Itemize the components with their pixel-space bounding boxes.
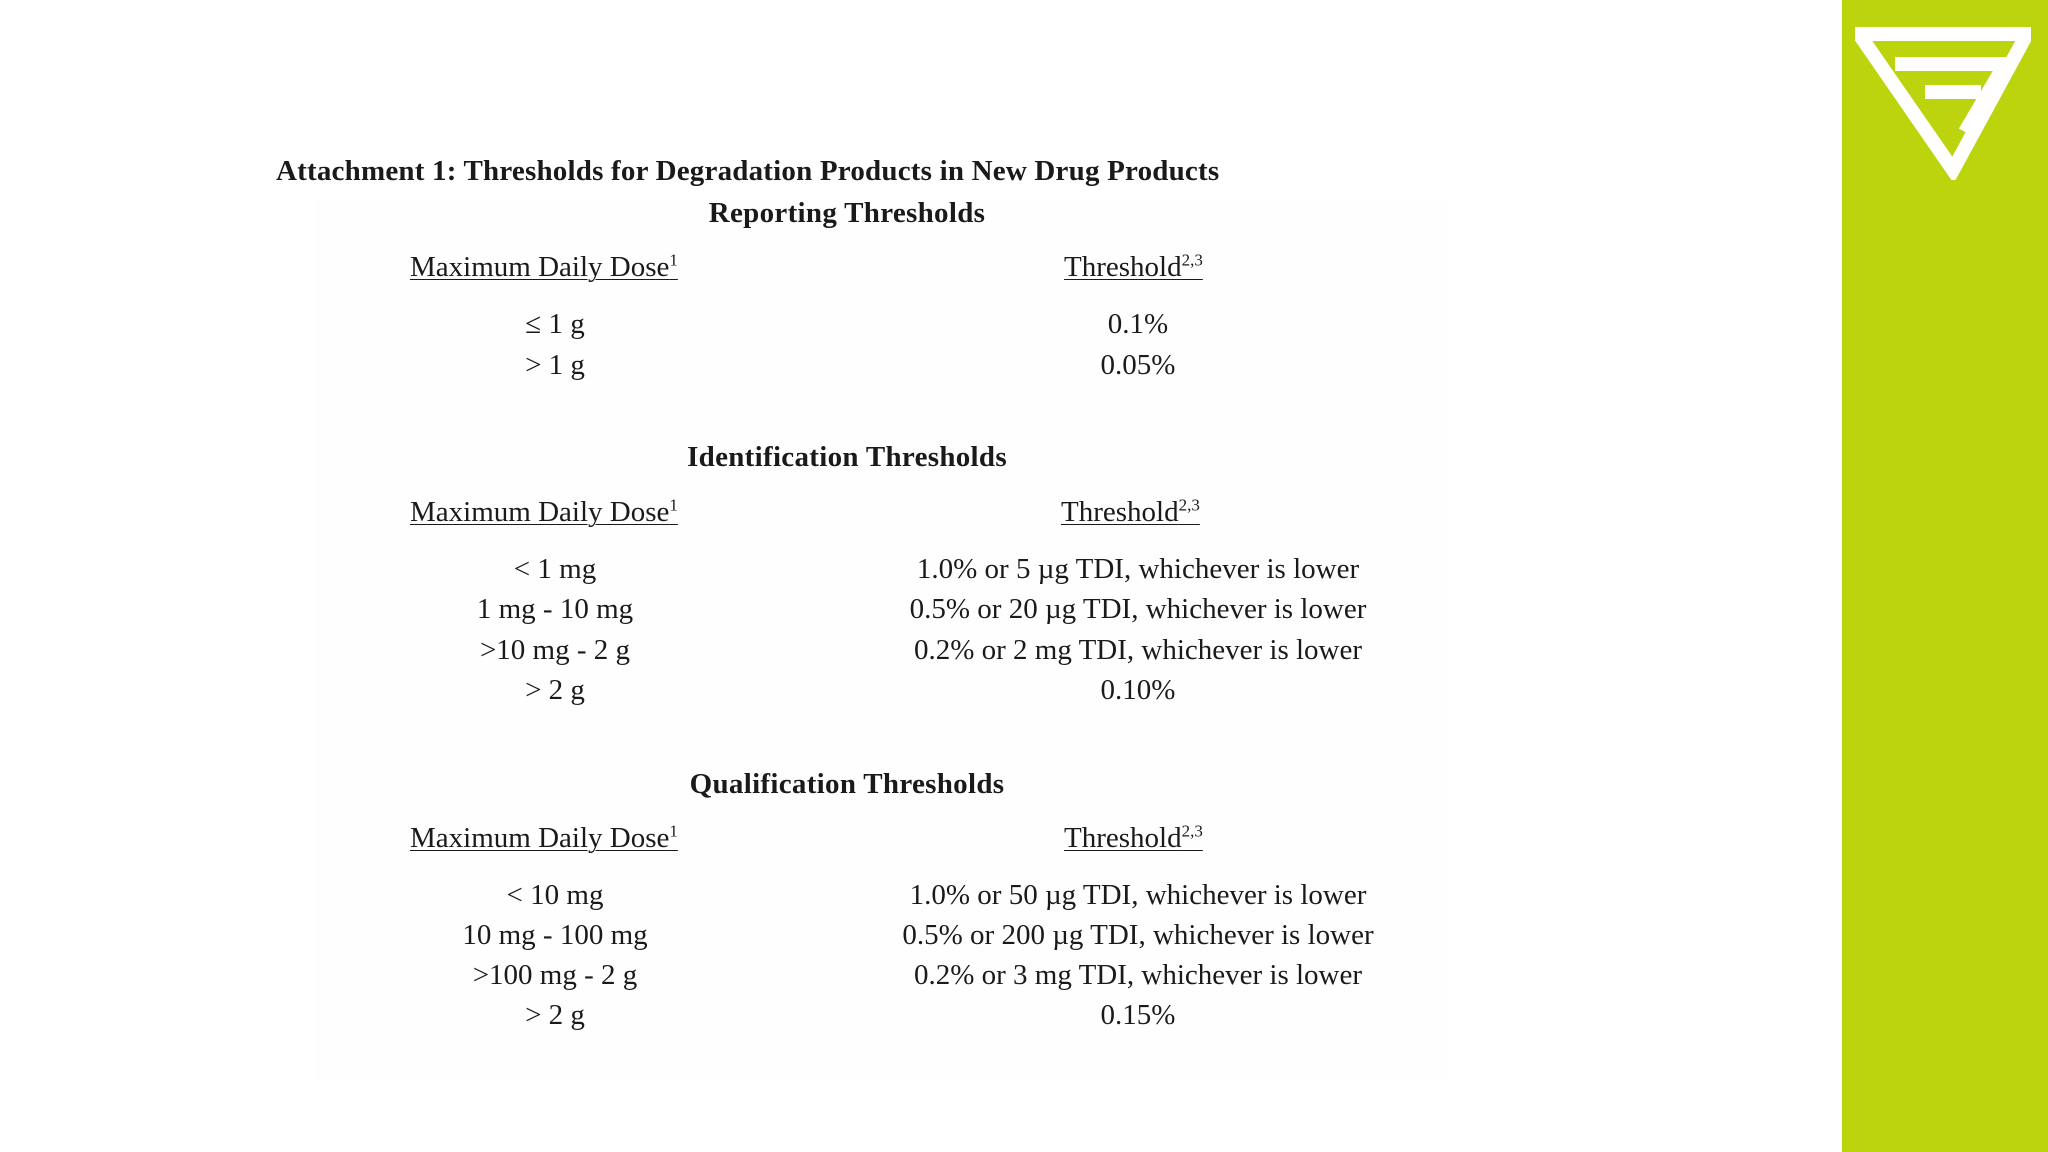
section-heading-identification: Identification Thresholds xyxy=(687,441,1007,473)
dose-cell: > 1 g xyxy=(525,349,585,381)
dose-column-header: Maximum Daily Dose$^1$ xyxy=(410,250,678,283)
threshold-cell: 0.2% or 3 mg TDI, whichever is lower xyxy=(913,959,1363,991)
dose-cell: >100 mg - 2 g xyxy=(472,959,638,991)
threshold-cell: 0.5% or 20 µg TDI, whichever is lower xyxy=(909,593,1367,625)
dose-cell: 1 mg - 10 mg xyxy=(476,593,634,625)
threshold-cell: 0.10% xyxy=(1100,674,1176,706)
threshold-column-header: Threshold$^{2,3}$ xyxy=(1064,250,1203,283)
dose-cell: > 2 g xyxy=(525,674,585,706)
threshold-cell: 0.1% xyxy=(1107,308,1169,340)
section-heading-reporting: Reporting Thresholds xyxy=(708,197,986,229)
threshold-column-header: Threshold$^{2,3}$ xyxy=(1061,495,1200,528)
dose-cell: >10 mg - 2 g xyxy=(479,634,631,666)
dose-cell: > 2 g xyxy=(525,999,585,1031)
dose-cell: < 1 mg xyxy=(513,553,597,585)
dose-column-header: Maximum Daily Dose$^1$ xyxy=(410,495,678,528)
threshold-cell: 0.5% or 200 µg TDI, whichever is lower xyxy=(902,919,1374,951)
chevron-v-logo-icon xyxy=(1855,24,2031,180)
threshold-column-header: Threshold$^{2,3}$ xyxy=(1064,821,1203,854)
threshold-cell: 1.0% or 5 µg TDI, whichever is lower xyxy=(916,553,1360,585)
dose-column-header: Maximum Daily Dose$^1$ xyxy=(410,821,678,854)
threshold-cell: 1.0% or 50 µg TDI, whichever is lower xyxy=(909,879,1367,911)
threshold-cell: 0.05% xyxy=(1100,349,1176,381)
dose-cell: ≤ 1 g xyxy=(525,308,585,340)
threshold-cell: 0.15% xyxy=(1100,999,1176,1031)
dose-cell: < 10 mg xyxy=(506,879,604,911)
dose-cell: 10 mg - 100 mg xyxy=(462,919,648,951)
threshold-cell: 0.2% or 2 mg TDI, whichever is lower xyxy=(913,634,1363,666)
document-title: Attachment 1: Thresholds for Degradation Products in New Drug Products xyxy=(276,155,1220,187)
section-heading-qualification: Qualification Thresholds xyxy=(689,768,1005,800)
